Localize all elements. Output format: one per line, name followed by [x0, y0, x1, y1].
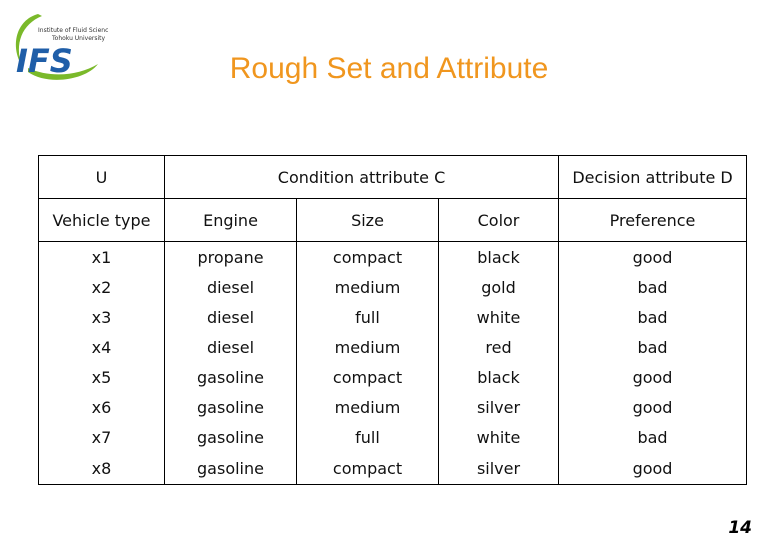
- cell-vehicle: x7: [39, 422, 165, 452]
- cell-engine: diesel: [165, 332, 297, 362]
- table-row: [39, 272, 747, 302]
- rough-set-table: [38, 155, 747, 485]
- column-header: Preference: [559, 199, 747, 242]
- table-row: [39, 302, 747, 332]
- table-row: [39, 392, 747, 422]
- cell-engine: diesel: [165, 302, 297, 332]
- cell-vehicle: x3: [39, 302, 165, 332]
- group-header-row: [39, 156, 747, 199]
- cell-size: compact: [297, 362, 439, 392]
- cell-engine: gasoline: [165, 452, 297, 485]
- cell-preference: good: [559, 242, 747, 273]
- cell-preference: good: [559, 362, 747, 392]
- column-header: Engine: [165, 199, 297, 242]
- table-row: [39, 422, 747, 452]
- logo-mark: IFS: [16, 42, 73, 80]
- table-row: [39, 332, 747, 362]
- column-header: Vehicle type: [39, 199, 165, 242]
- header-condition-attribute: Condition attribute C: [165, 156, 559, 199]
- logo-text-line1: Institute of Fluid Science: [38, 27, 108, 34]
- cell-size: medium: [297, 272, 439, 302]
- cell-vehicle: x4: [39, 332, 165, 362]
- cell-size: compact: [297, 452, 439, 485]
- cell-preference: bad: [559, 332, 747, 362]
- cell-engine: gasoline: [165, 362, 297, 392]
- cell-vehicle: x2: [39, 272, 165, 302]
- cell-size: medium: [297, 332, 439, 362]
- column-header-row: [39, 199, 747, 242]
- cell-size: medium: [297, 392, 439, 422]
- cell-color: gold: [439, 272, 559, 302]
- logo-text-line2: Tohoku University: [52, 35, 106, 42]
- cell-vehicle: x1: [39, 242, 165, 273]
- cell-preference: bad: [559, 422, 747, 452]
- cell-color: red: [439, 332, 559, 362]
- cell-preference: good: [559, 392, 747, 422]
- column-header: Size: [297, 199, 439, 242]
- cell-preference: good: [559, 452, 747, 485]
- cell-engine: diesel: [165, 272, 297, 302]
- page-number: 14: [728, 518, 752, 538]
- table-row: [39, 362, 747, 392]
- cell-engine: propane: [165, 242, 297, 273]
- cell-color: silver: [439, 392, 559, 422]
- page-title: Rough Set and Attribute: [229, 52, 549, 85]
- cell-vehicle: x8: [39, 452, 165, 485]
- cell-preference: bad: [559, 272, 747, 302]
- cell-color: silver: [439, 452, 559, 485]
- cell-vehicle: x5: [39, 362, 165, 392]
- cell-size: full: [297, 302, 439, 332]
- header-decision-attribute: Decision attribute D: [559, 156, 747, 199]
- cell-color: black: [439, 362, 559, 392]
- cell-color: black: [439, 242, 559, 273]
- cell-color: white: [439, 422, 559, 452]
- cell-vehicle: x6: [39, 392, 165, 422]
- table-row: [39, 242, 747, 273]
- cell-size: full: [297, 422, 439, 452]
- cell-engine: gasoline: [165, 422, 297, 452]
- header-u: U: [39, 156, 165, 199]
- cell-size: compact: [297, 242, 439, 273]
- cell-color: white: [439, 302, 559, 332]
- column-header: Color: [439, 199, 559, 242]
- cell-engine: gasoline: [165, 392, 297, 422]
- table-row: [39, 452, 747, 485]
- cell-preference: bad: [559, 302, 747, 332]
